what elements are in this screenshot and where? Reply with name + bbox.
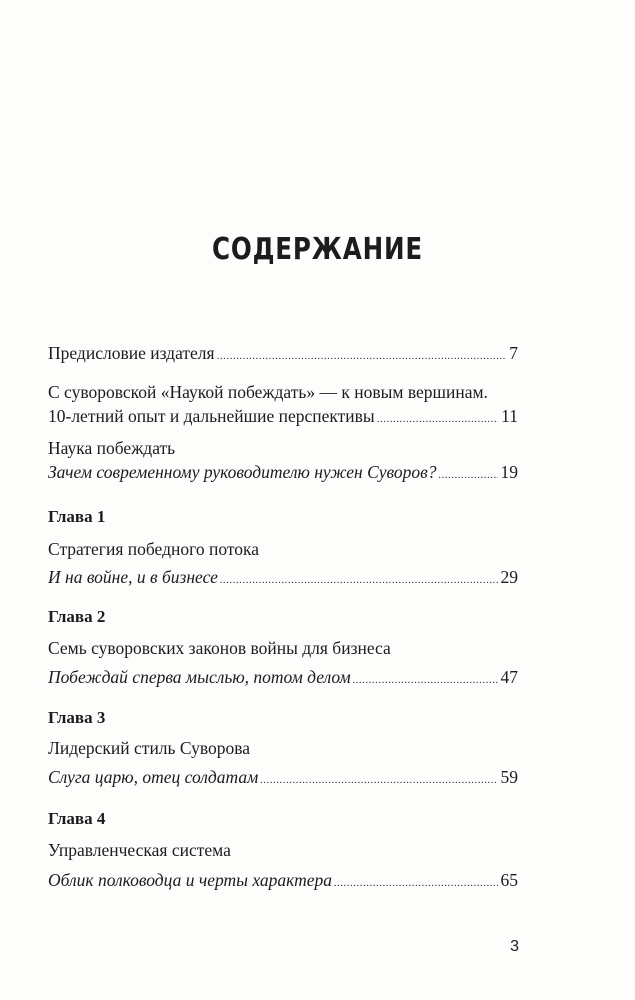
chapter-title: Управленческая система xyxy=(48,840,231,860)
chapter-subtitle: Побеждай сперва мыслью, потом делом xyxy=(48,667,351,687)
chapter-subtitle: Слуга царю, отец солдатам xyxy=(48,767,259,787)
chapter-label: Глава 1 xyxy=(48,507,106,526)
toc-page-number: 59 xyxy=(500,767,518,787)
toc-entry-subtitle: Зачем современному руководителю нужен Суворов? xyxy=(48,462,437,482)
toc-entry-chapter-4 xyxy=(48,869,518,894)
chapter-label: Глава 3 xyxy=(48,708,106,727)
toc-entry-science-win xyxy=(48,461,518,486)
dot-leader xyxy=(334,872,497,894)
dot-leader xyxy=(217,345,507,367)
toc-page-number: 65 xyxy=(500,870,518,890)
toc-page-number: 47 xyxy=(500,667,518,687)
toc-page-number: 19 xyxy=(500,462,518,482)
toc-entry-text: С суворовской «Наукой побеждать» — к новым вершинам. xyxy=(48,382,488,402)
toc-entry-suvorov-science xyxy=(48,405,518,430)
toc-page-number: 11 xyxy=(501,406,518,426)
toc-entry-text: 10-летний опыт и дальнейшие перспективы xyxy=(48,406,375,426)
chapter-title: Лидерский стиль Суворова xyxy=(48,738,251,758)
toc-entry-chapter-2 xyxy=(48,666,518,691)
dot-leader xyxy=(260,769,497,791)
dot-leader xyxy=(377,408,498,430)
chapter-title: Семь суворовских законов войны для бизнеса xyxy=(48,638,391,658)
toc-entry-chapter-1 xyxy=(48,566,518,591)
toc-entry-chapter-3 xyxy=(48,766,518,791)
dot-leader xyxy=(353,669,498,691)
toc-entry-text: Наука побеждать xyxy=(48,438,176,458)
toc-page-number: 7 xyxy=(509,343,518,363)
chapter-title: Стратегия победного потока xyxy=(48,539,260,559)
toc-page-number: 29 xyxy=(500,567,518,587)
dot-leader xyxy=(439,464,498,486)
chapter-subtitle: И на войне, и в бизнесе xyxy=(48,567,218,587)
chapter-subtitle: Облик полководца и черты характера xyxy=(48,870,333,890)
chapter-label: Глава 4 xyxy=(48,809,106,828)
toc-entry-preface xyxy=(48,342,518,367)
toc-entry-text: Предисловие издателя xyxy=(48,343,215,363)
chapter-label: Глава 2 xyxy=(48,607,106,626)
page-title: СОДЕРЖАНИЕ xyxy=(211,232,424,267)
page-number: 3 xyxy=(510,938,519,955)
dot-leader xyxy=(220,569,498,591)
